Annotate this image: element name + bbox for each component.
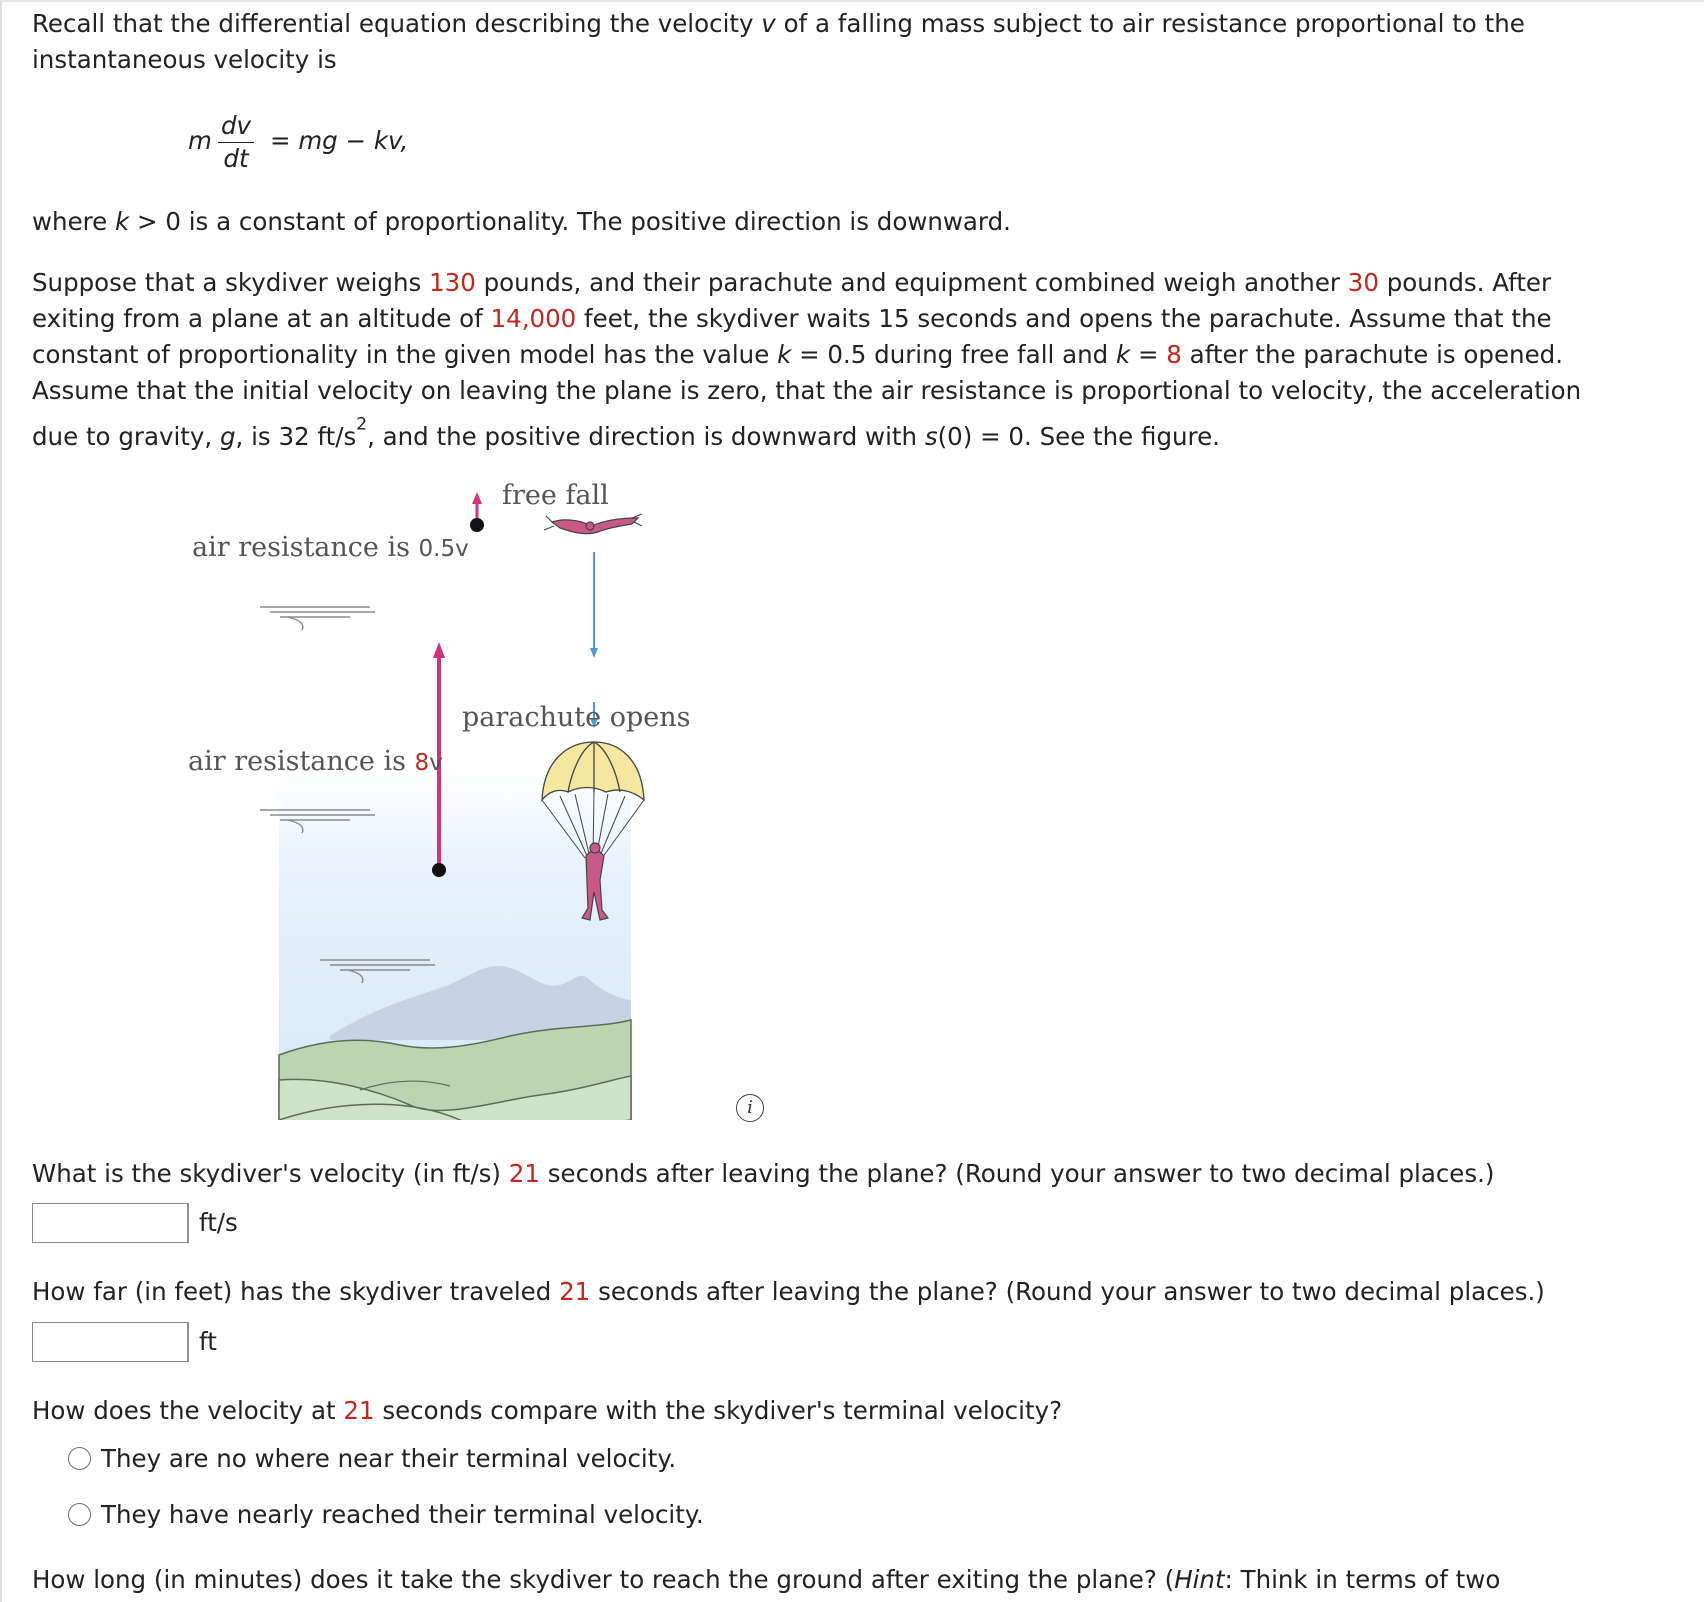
velocity-answer-input[interactable]: [32, 1203, 188, 1243]
problem-statement: Suppose that a skydiver weighs 130 pounds, and their parachute and equipment combined weigh another 30 pounds. After exiting from a plane at an altitude of 14,000 feet, the skydiver waits 15 seconds and opens the parachute. Assume that the constant of proportionality in the given model has the value k = 0.5 during free fall and k = 8 after the parachute is opened. Assume that the initial velocity on leaving the plane is zero, that the air resistance is proportional to velocity, the acceleration due to gravity, g, is 32 $ft/s^2$, and the positive direction is downward with s(0) = 0. See the figure.: [32, 268, 1582, 451]
mass-dot-upper: [470, 518, 484, 532]
eq-mass: m: [188, 126, 212, 155]
question-velocity: What is the skydiver's velocity (in ft/s) 21 seconds after leaving the plane? (Round your answer to two decimal places.): [32, 1159, 1495, 1188]
air-resistance-parachute-k: 8: [414, 750, 430, 776]
eq-fraction: [218, 112, 254, 173]
distance-unit-label: ft: [188, 1322, 217, 1362]
question-terminal-velocity: How does the velocity at 21 seconds compare with the skydiver's terminal velocity?: [32, 1396, 1063, 1425]
differential-equation: [188, 112, 448, 182]
option-nearly-terminal-label: They have nearly reached their terminal velocity.: [101, 1500, 704, 1529]
velocity-unit-label: ft/s: [188, 1203, 238, 1243]
option-not-near-terminal-label: They are no where near their terminal velocity.: [101, 1444, 677, 1473]
fraction-bar: [218, 142, 254, 143]
question-time-to-ground: How long (in minutes) does it take the skydiver to reach the ground after exiting the plane? (Hint: Think in terms of two: [32, 1565, 1501, 1594]
info-icon[interactable]: i: [736, 1094, 764, 1122]
wind-streak-1: [260, 607, 375, 630]
parachute-opens-label: parachute opens: [462, 702, 691, 733]
k-open-value: 8: [1166, 340, 1182, 369]
eq-denominator: dt: [223, 144, 249, 173]
where-text: where k > 0 is a constant of proportionality. The positive direction is downward.: [32, 207, 1011, 236]
distance-answer-input[interactable]: [32, 1322, 188, 1362]
free-fall-skydiver: [544, 514, 642, 534]
air-resistance-free-fall-label: air resistance is 0.5v: [192, 532, 469, 563]
altitude-value: 14,000: [490, 304, 577, 333]
air-resistance-free-fall-value: 0.5v: [418, 536, 469, 562]
air-resistance-parachute-label: air resistance is 8v: [188, 746, 443, 777]
free-fall-label: free fall: [502, 480, 609, 511]
radio-nearly-terminal[interactable]: [68, 1503, 91, 1526]
option-not-near-terminal[interactable]: [68, 1444, 676, 1473]
radio-not-near-terminal[interactable]: [68, 1447, 91, 1470]
mass-dot-lower: [432, 863, 446, 877]
figure-illustration: [180, 480, 780, 1120]
weight-value: 130: [429, 268, 476, 297]
question-distance: How far (in feet) has the skydiver traveled 21 seconds after leaving the plane? (Round your answer to two decimal places.): [32, 1277, 1545, 1306]
equipment-value: 30: [1347, 268, 1379, 297]
option-nearly-terminal[interactable]: [68, 1500, 704, 1529]
eq-rhs: = mg − kv,: [270, 126, 409, 155]
eq-numerator: dv: [220, 111, 252, 140]
skydiver-figure: [180, 480, 780, 1120]
intro-text: Recall that the differential equation describing the velocity v of a falling mass subject to air resistance proportional to the instantaneous velocity is: [32, 9, 1525, 74]
